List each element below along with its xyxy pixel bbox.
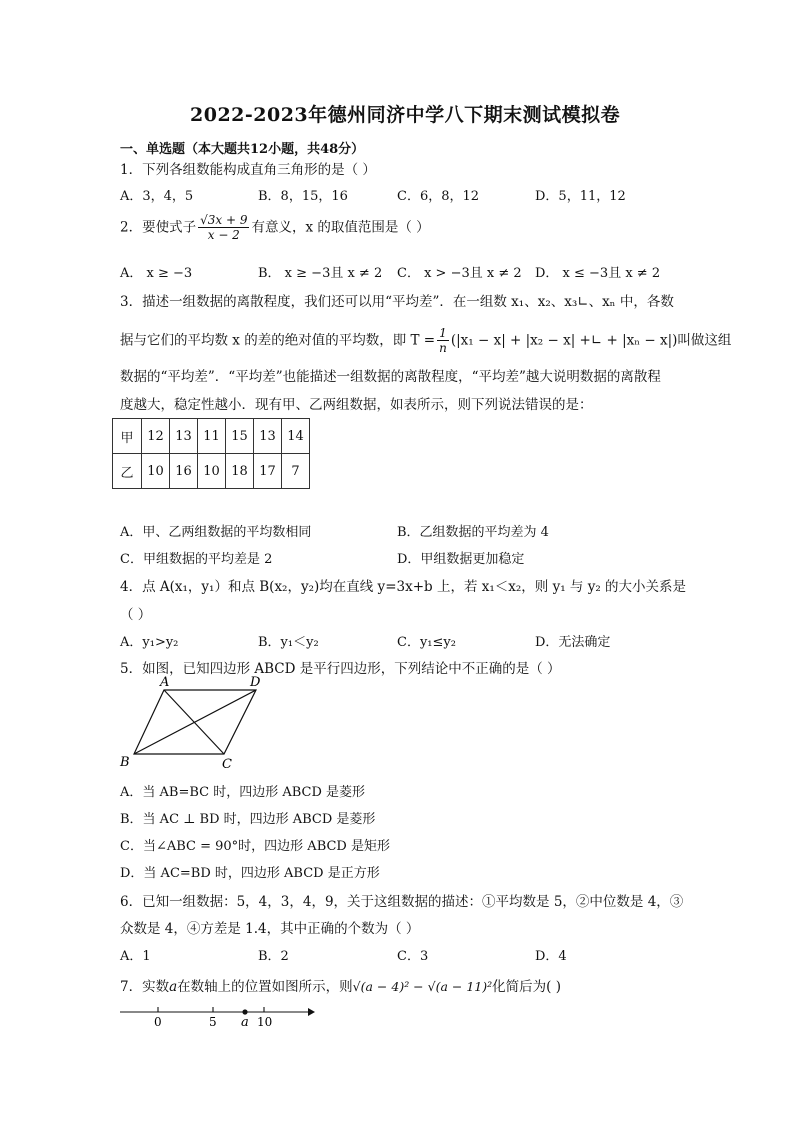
- question-4-option-d: D．无法确定: [535, 635, 611, 650]
- question-2-option-c: C． x > −3且 x ≠ 2: [397, 266, 522, 281]
- number-line-figure: [118, 1006, 318, 1036]
- question-4-stem-line-2: （ ）: [120, 607, 152, 623]
- diagonal-bd: [134, 690, 256, 754]
- question-6-option-b: B．2: [258, 949, 289, 964]
- question-3-line-1: 3．描述一组数据的离散程度，我们还可以用“平均差”．在一组数 x₁、x₂、x₃∟、xₙ 中，各数: [120, 294, 674, 310]
- question-1-option-a: A．3，4，5: [120, 189, 194, 204]
- question-3-line-2-suffix: (|x₁ − x| + |x₂ − x| +∟ + |xₙ − x|)叫做这组: [450, 332, 732, 349]
- vertex-label-b: B: [120, 755, 130, 770]
- question-5-option-b: B．当 AC ⊥ BD 时，四边形 ABCD 是菱形: [120, 812, 376, 827]
- table-cell: 15: [226, 419, 254, 454]
- table-cell: 18: [226, 454, 254, 489]
- parallelogram-figure: [116, 675, 276, 772]
- table-cell: 17: [254, 454, 282, 489]
- question-6-line-2: 众数是 4，④方差是 1.4，其中正确的个数为（ ）: [120, 921, 420, 937]
- table-cell: 10: [198, 454, 226, 489]
- question-4-option-a: A．y₁>y₂: [120, 635, 179, 650]
- table-cell: 13: [254, 419, 282, 454]
- question-3-data-table: [112, 418, 310, 489]
- point-a: [242, 1009, 247, 1014]
- vertex-label-a: A: [160, 675, 170, 690]
- question-6-option-c: C．3: [397, 949, 429, 964]
- question-7-expression: √(a − 4)² − √(a − 11)²: [352, 979, 493, 994]
- question-2-option-b: B． x ≥ −3且 x ≠ 2: [258, 266, 383, 281]
- question-2-stem-prefix: 2．要使式子: [120, 219, 197, 236]
- question-3-line-3: 数据的“平均差”．“平均差”也能描述一组数据的离散程度，“平均差”越大说明数据的离散程: [120, 369, 661, 385]
- question-3-option-d: D．甲组数据更加稳定: [397, 552, 525, 567]
- tick-label-5: 5: [209, 1015, 217, 1029]
- question-5-option-a: A．当 AB=BC 时，四边形 ABCD 是菱形: [120, 785, 366, 800]
- table-cell: 13: [170, 419, 198, 454]
- question-5-option-c: C．当∠ABC = 90°时，四边形 ABCD 是矩形: [120, 839, 390, 854]
- question-3-line-2-prefix: 据与它们的平均数 x 的差的绝对值的平均数，即 T =: [120, 332, 436, 349]
- section-heading: 一、单选题（本大题共12小题，共48分）: [120, 142, 365, 157]
- question-4-option-b: B．y₁＜y₂: [258, 635, 319, 650]
- question-3-line-4: 度越大，稳定性越小．现有甲、乙两组数据，如表所示，则下列说法错误的是：: [120, 397, 593, 413]
- question-5-stem: 5．如图，已知四边形 ABCD 是平行四边形，下列结论中不正确的是（ ）: [120, 661, 561, 677]
- question-2-denominator: x − 2: [207, 228, 240, 243]
- question-6-line-1: 6．已知一组数据：5，4，3，4，9，关于这组数据的描述：①平均数是 5，②中位数是 4，③: [120, 894, 684, 910]
- table-cell: 10: [142, 454, 170, 489]
- question-2-option-a: A． x ≥ −3: [120, 266, 193, 281]
- question-2-numerator: √3x + 9: [200, 213, 248, 227]
- vertex-label-c: C: [222, 757, 232, 772]
- table-row: [113, 419, 310, 454]
- question-3-option-a: A．甲、乙两组数据的平均数相同: [120, 525, 312, 540]
- question-3-option-b: B．乙组数据的平均差为 4: [397, 525, 549, 540]
- question-2-stem: [120, 213, 430, 243]
- question-2-stem-suffix: 有意义，x 的取值范围是（ ）: [251, 219, 430, 236]
- question-1-stem: 1．下列各组数能构成直角三角形的是（ ）: [120, 162, 376, 178]
- question-5-option-d: D．当 AC=BD 时，四边形 ABCD 是正方形: [120, 866, 380, 881]
- table-cell: 7: [282, 454, 310, 489]
- question-2-fraction: [198, 213, 249, 243]
- question-7-variable: a: [169, 979, 178, 995]
- tick-label-a: a: [241, 1015, 249, 1030]
- question-1-option-d: D．5，11，12: [535, 189, 626, 204]
- tick-label-0: 0: [154, 1015, 162, 1029]
- question-3-fraction-den: n: [439, 341, 447, 356]
- question-6-option-a: A．1: [120, 949, 151, 964]
- question-7-stem-mid: 在数轴上的位置如图所示，则: [177, 979, 353, 995]
- question-7-stem-prefix: 7．实数: [120, 979, 170, 995]
- table-row-label: 甲: [113, 419, 142, 454]
- question-6-option-d: D．4: [535, 949, 567, 964]
- question-4-stem: 4．点 A(x₁，y₁）和点 B(x₂，y₂)均在直线 y=3x+b 上，若 x₁＜x₂，则 y₁ 与 y₂ 的大小关系是: [120, 579, 687, 595]
- tick-label-10: 10: [257, 1015, 273, 1029]
- table-row-label: 乙: [113, 454, 142, 489]
- question-2-option-d: D． x ≤ −3且 x ≠ 2: [535, 266, 661, 281]
- question-3-option-c: C．甲组数据的平均差是 2: [120, 552, 273, 567]
- table-cell: 16: [170, 454, 198, 489]
- question-3-fraction: [437, 326, 449, 356]
- question-1-option-c: C．6，8，12: [397, 189, 480, 204]
- table-row: [113, 454, 310, 489]
- question-7-stem-suffix: 化简后为( ): [492, 979, 561, 995]
- vertex-label-d: D: [250, 675, 261, 690]
- question-1-option-b: B．8，15，16: [258, 189, 348, 204]
- question-3-fraction-num: 1: [437, 326, 449, 341]
- question-7-stem: [120, 975, 561, 995]
- number-line-arrow-icon: [308, 1008, 315, 1016]
- table-cell: 12: [142, 419, 170, 454]
- question-4-option-c: C．y₁≤y₂: [397, 635, 456, 650]
- page-title: 2022-2023年德州同济中学八下期末测试模拟卷: [190, 104, 621, 126]
- question-3-line-2: [120, 326, 731, 356]
- table-cell: 14: [282, 419, 310, 454]
- table-cell: 11: [198, 419, 226, 454]
